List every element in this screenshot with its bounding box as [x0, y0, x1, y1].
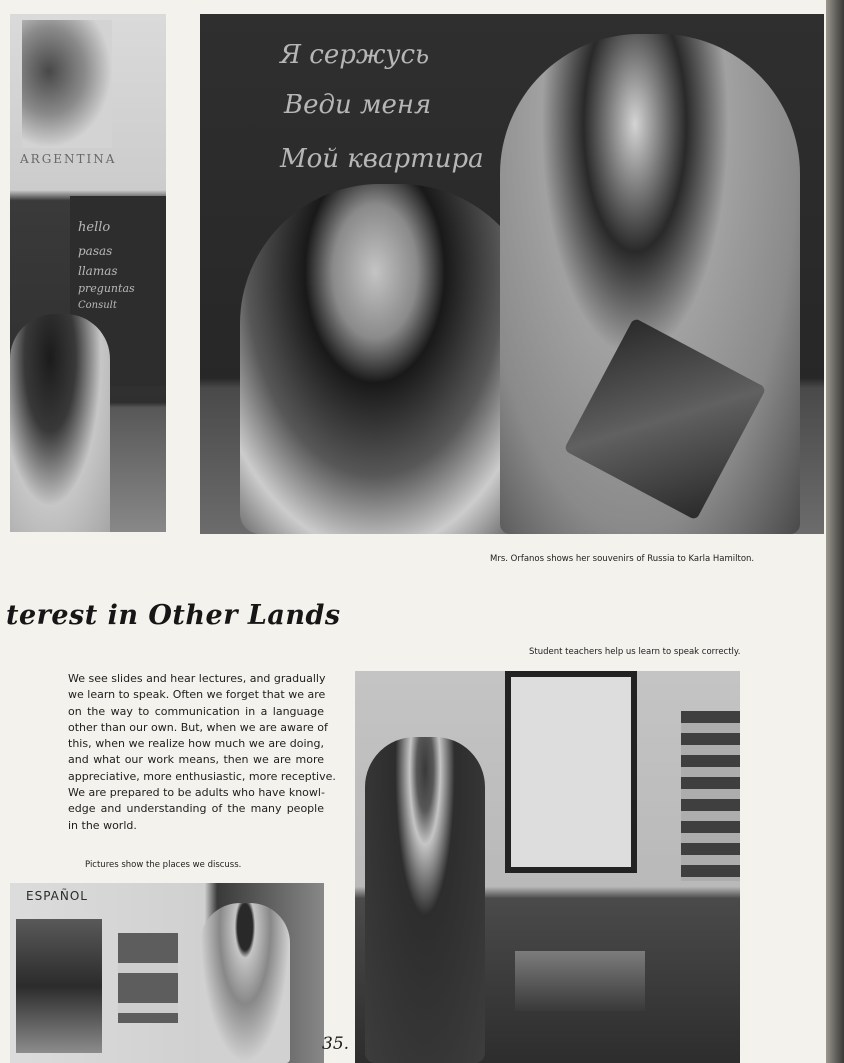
body-line: in the world.: [68, 818, 137, 832]
photo-student-teacher-projector: [355, 671, 740, 1063]
chalk-word: llamas: [78, 264, 118, 278]
chalk-word: hello: [78, 220, 111, 235]
page-number: 35.: [322, 1034, 350, 1054]
chalk-line: Веди меня: [284, 90, 432, 120]
caption-top-photo: Mrs. Orfanos shows her souvenirs of Russia to Karla Hamilton.: [490, 554, 755, 564]
caption-pictures: Pictures show the places we discuss.: [85, 860, 242, 870]
projector: [515, 951, 645, 1011]
travel-poster: [16, 919, 102, 1053]
chalk-line: Я сержусь: [280, 40, 430, 70]
body-line: We see slides and hear lectures, and gradually: [68, 672, 326, 685]
bookshelf: [681, 711, 740, 881]
chalk-line: Мой квартира: [280, 144, 484, 174]
photo-espanol-board: [10, 883, 324, 1063]
body-line: on the way to communication in a language: [68, 704, 324, 718]
book-binding: [826, 0, 844, 1063]
body-line: this, when we realize how much we are doing,: [68, 737, 324, 751]
poster-label: ARGENTINA: [20, 152, 117, 166]
window: [505, 671, 637, 873]
body-line: appreciative, more enthusiastic, more receptive.: [68, 769, 336, 783]
small-pictures: [118, 933, 178, 1023]
body-line: we learn to speak. Often we forget that we are: [68, 688, 326, 702]
sign-label: ESPAÑOL: [26, 889, 88, 903]
student-silhouette: [10, 314, 110, 532]
chalk-word: pasas: [78, 244, 113, 258]
body-line: edge and understanding of the many people: [68, 802, 324, 816]
caption-student-teachers: Student teachers help us learn to speak correctly.: [529, 647, 741, 657]
body-paragraph: [68, 671, 336, 834]
chalk-word: Consult: [78, 300, 117, 311]
body-line: other than our own. But, when we are aware of: [68, 720, 328, 734]
page-headline: terest in Other Lands: [6, 600, 341, 631]
poster-figures: [22, 20, 112, 148]
chalk-word: preguntas: [78, 282, 135, 295]
teacher-standing: [365, 737, 485, 1063]
body-line: We are prepared to be adults who have knowl-: [68, 786, 325, 800]
photo-teacher-balalaika: [200, 14, 824, 534]
body-line: and what our work means, then we are more: [68, 753, 324, 767]
photo-classroom-poster: [10, 14, 166, 532]
teacher-figure: [240, 184, 540, 534]
student-pointing: [200, 903, 290, 1063]
